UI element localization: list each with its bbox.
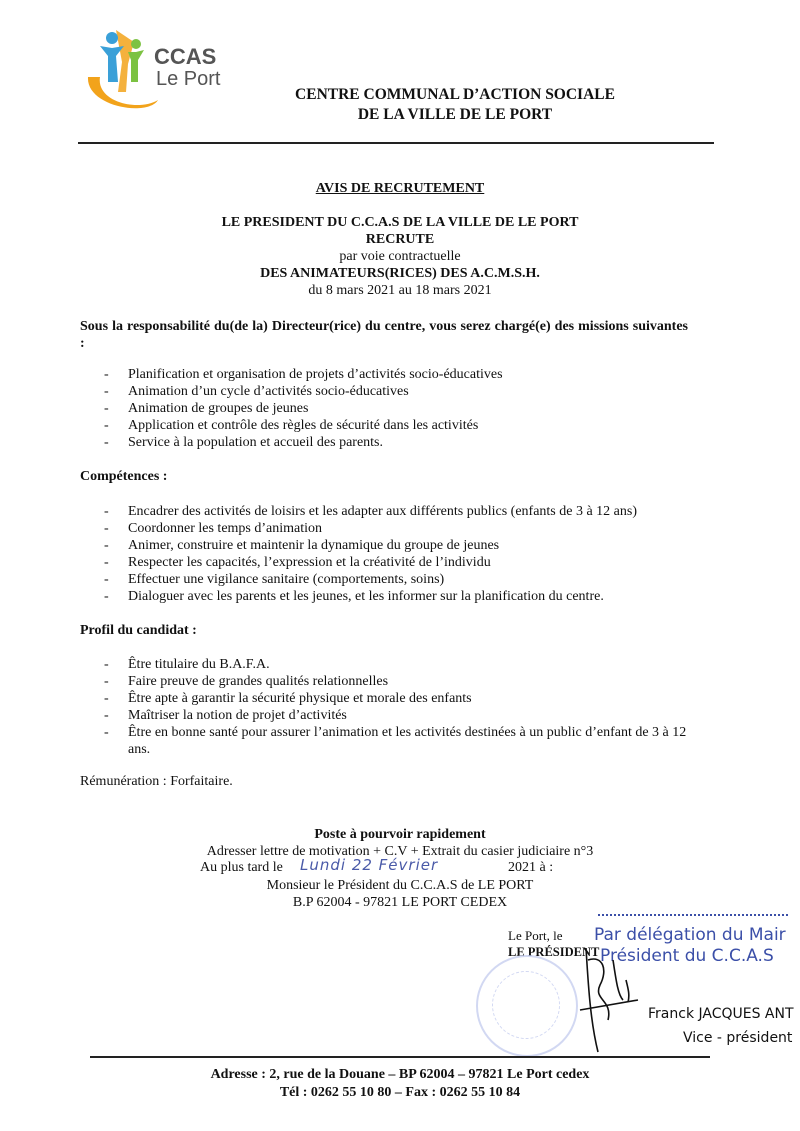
competences-heading: Compétences : xyxy=(80,469,168,484)
logo-city: Le Port xyxy=(156,68,221,90)
signature-place: Le Port, le xyxy=(508,928,563,943)
list-item: - Respecter les capacités, l’expression et la créativité de l’individu xyxy=(80,554,700,571)
list-item: - Faire preuve de grandes qualités relationnelles xyxy=(80,673,690,690)
notice-recrute: RECRUTE xyxy=(365,232,435,247)
application-heading: Poste à pourvoir rapidement xyxy=(314,827,486,842)
notice-president: LE PRESIDENT DU C.C.A.S DE LA VILLE DE LE PORT xyxy=(221,215,579,230)
list-item: - Être titulaire du B.A.F.A. xyxy=(80,656,690,673)
list-item: - Animation d’un cycle d’activités socio-éducatives xyxy=(80,383,700,400)
handwritten-signature xyxy=(568,940,648,1055)
missions-intro: Sous la responsabilité du(de la) Directeur(rice) du centre, vous serez chargé(e) des missions suivantes : xyxy=(80,319,688,351)
list-item: - Service à la population et accueil des parents. xyxy=(80,434,700,451)
stamp-delegation: Par délégation du Mair xyxy=(594,925,786,945)
header-line1: CENTRE COMMUNAL D’ACTION SOCIALE xyxy=(295,86,615,103)
list-item: - Dialoguer avec les parents et les jeunes, et les informer sur la planification du centre. xyxy=(80,588,700,605)
deadline-prefix: Au plus tard le xyxy=(200,860,283,875)
application-recipient: Monsieur le Président du C.C.A.S de LE PORT xyxy=(266,878,534,893)
notice-voie: par voie contractuelle xyxy=(339,249,461,264)
deadline-suffix: 2021 à : xyxy=(508,860,554,875)
stamp-president: Président du C.C.A.S xyxy=(600,946,774,966)
list-item: - Planification et organisation de projets d’activités socio-éducatives xyxy=(80,366,700,383)
list-item: - Coordonner les temps d’animation xyxy=(80,520,700,537)
ccas-logo xyxy=(78,22,238,117)
notice-dates: du 8 mars 2021 au 18 mars 2021 xyxy=(308,283,492,298)
notice-post: DES ANIMATEURS(RICES) DES A.C.M.S.H. xyxy=(260,266,540,281)
footer-contact: Tél : 0262 55 10 80 – Fax : 0262 55 10 84 xyxy=(279,1085,521,1100)
list-item: - Application et contrôle des règles de sécurité dans les activités xyxy=(80,417,700,434)
notice-title: AVIS DE RECRUTEMENT xyxy=(315,181,485,196)
footer-address: Adresse : 2, rue de la Douane – BP 62004 – 97821 Le Port cedex xyxy=(210,1067,590,1082)
competences-list xyxy=(80,503,700,605)
profil-list xyxy=(80,656,690,758)
list-item: - Encadrer des activités de loisirs et les adapter aux différents publics (enfants de 3 à 12 ans) xyxy=(80,503,700,520)
profil-heading: Profil du candidat : xyxy=(80,623,197,638)
logo-brand: CCAS xyxy=(154,44,217,69)
signature-role: LE PRÉSIDENT xyxy=(508,945,600,959)
list-item: - Être apte à garantir la sécurité physique et morale des enfants xyxy=(80,690,690,707)
header-line2: DE LA VILLE DE LE PORT xyxy=(357,106,553,123)
signatory-name: Franck JACQUES ANT xyxy=(648,1006,794,1022)
application-address: B.P 62004 - 97821 LE PORT CEDEX xyxy=(292,895,508,910)
list-item: - Maîtriser la notion de projet d’activités xyxy=(80,707,690,724)
list-item: - Effectuer une vigilance sanitaire (comportements, soins) xyxy=(80,571,700,588)
list-item: - Animer, construire et maintenir la dynamique du groupe de jeunes xyxy=(80,537,700,554)
footer-divider xyxy=(90,1056,710,1058)
application-line1: Adresser lettre de motivation + C.V + Extrait du casier judiciaire n°3 xyxy=(206,844,594,859)
list-item: - Animation de groupes de jeunes xyxy=(80,400,700,417)
official-seal-inner xyxy=(492,971,560,1039)
stamp-border xyxy=(598,914,788,918)
header-divider xyxy=(78,142,714,144)
signatory-title: Vice - président xyxy=(683,1030,793,1046)
remuneration: Rémunération : Forfaitaire. xyxy=(80,774,233,789)
list-item: - Être en bonne santé pour assurer l’animation et les activités destinées à un public d’enfant de 3 à 12 ans. xyxy=(80,724,690,758)
official-seal xyxy=(476,955,578,1057)
deadline-handwritten: Lundi 22 Février xyxy=(300,856,439,874)
missions-list xyxy=(80,366,700,451)
